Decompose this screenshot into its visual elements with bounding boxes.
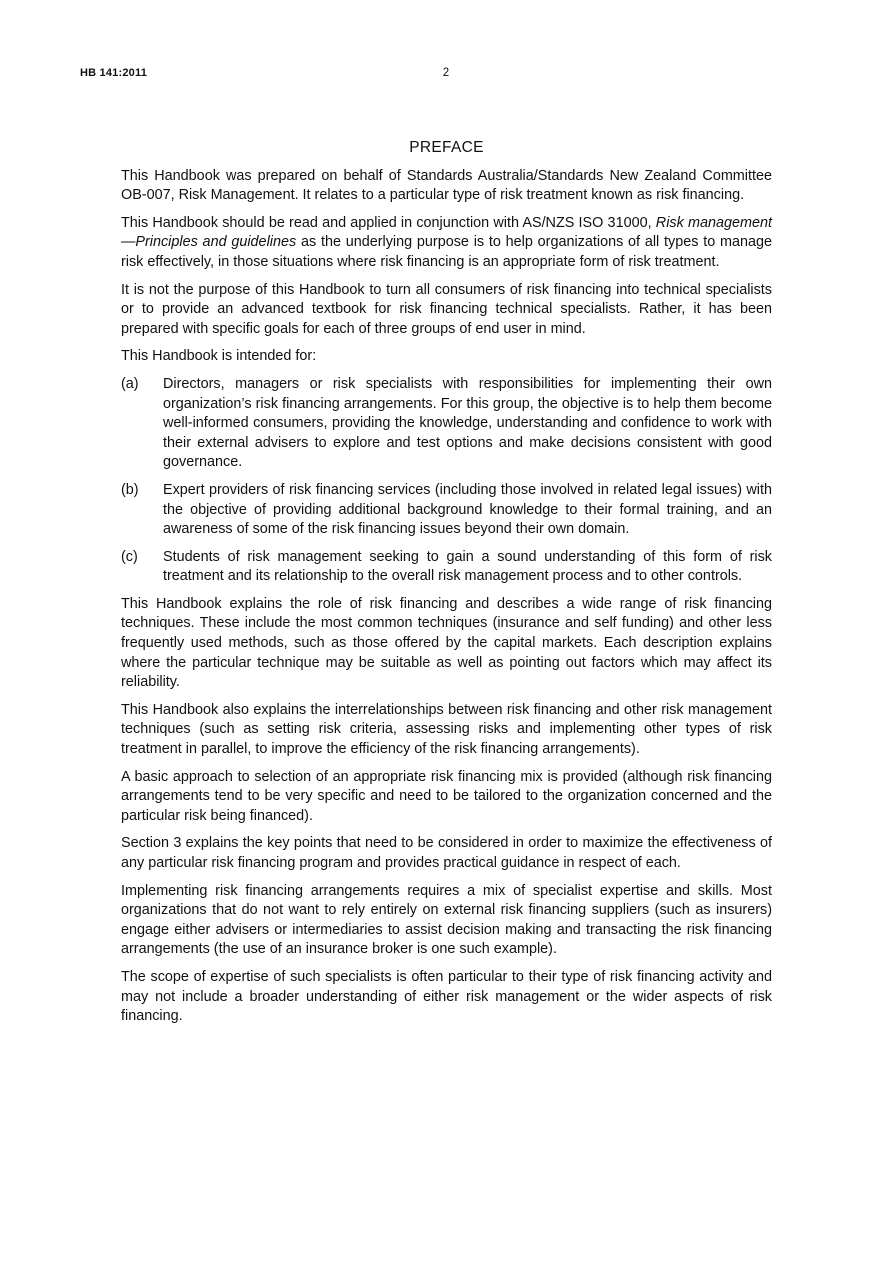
preface-section [121, 138, 772, 1035]
paragraph-4: This Handbook is intended for: [121, 348, 317, 365]
paragraph-3: It is not the purpose of this Handbook to turn all consumers of risk financing into technical specialists or to provide an advanced textbook for risk financing technical specialists. Rather, it has been prepared with specific goals for each of three groups of end user in mind. [121, 281, 772, 337]
list-marker: (b) [121, 481, 139, 498]
list-item [121, 481, 772, 540]
paragraph-1: This Handbook was prepared on behalf of Standards Australia/Standards New Zealand Committee OB-007, Risk Management. It relates to a particular type of risk treatment known as risk financing. [121, 167, 772, 204]
paragraph-6: This Handbook also explains the interrelationships between risk financing and other risk management techniques (such as setting risk criteria, assessing risks and implementing other types of risk treatment in parallel, to improve the efficiency of the risk financing arrangements). [121, 701, 772, 758]
standard-title: Risk management—Principles and guidelines [121, 214, 772, 251]
paragraph-5: This Handbook explains the role of risk financing and describes a wide range of risk financing techniques. These include the most common techniques (insurance and self funding) and other less frequently used methods, such as those offered by the capital markets. Each description explains where the particular technique may be suitable as well as pointing out factors which may affect its reliability. [121, 595, 772, 691]
paragraph-7: A basic approach to selection of an appropriate risk financing mix is provided (although risk financing arrangements tend to be very specific and need to be tailored to the organization concerned and the particular risk being financed). [121, 768, 772, 824]
document-id: HB 141:2011 [80, 67, 148, 79]
list-marker: (c) [121, 548, 138, 565]
list-item [121, 548, 772, 587]
paragraph-9: Implementing risk financing arrangements requires a mix of specialist expertise and skills. Most organizations that do not want to rely entirely on external risk financing suppliers (such as insurers) engage either advisers or intermediaries to assist decision making and transacting the risk financing arrangements (the use of an insurance broker is one such example). [121, 882, 772, 958]
page-number: 2 [442, 67, 450, 79]
page-title: PREFACE [409, 139, 484, 156]
paragraph-10: The scope of expertise of such specialists is often particular to their type of risk financing activity and may not include a broader understanding of either risk management or the wider aspects of risk financing. [121, 968, 772, 1025]
list-item-text: Expert providers of risk financing services (including those involved in related legal issues) with the objective of providing additional background knowledge to their formal training, and an awareness of some of the risk financing issues beyond their own domain. [163, 481, 772, 538]
list-item [121, 375, 772, 473]
list-marker: (a) [121, 375, 139, 392]
audience-list [121, 375, 772, 587]
paragraph-8: Section 3 explains the key points that need to be considered in order to maximize the effectiveness of any particular risk financing program and provides practical guidance in respect of each. [121, 835, 772, 871]
list-item-text: Students of risk management seeking to gain a sound understanding of this form of risk treatment and its relationship to the overall risk management process and to other controls. [163, 548, 772, 585]
list-item-text: Directors, managers or risk specialists with responsibilities for implementing their own organization’s risk financing arrangements. For this group, the objective is to help them become well-informed consumers, providing the knowledge, understanding and confidence to work with their external advisers to explore and test options and make decisions consistent with good governance. [163, 375, 772, 471]
paragraph-2-tail: as the underlying purpose is to help organizations of all types to manage risk effectively, in those situations where risk financing is an appropriate form of risk treatment. [121, 234, 772, 270]
paragraph-2 [121, 214, 772, 273]
paragraph-2-lead: This Handbook should be read and applied in conjunction with AS/NZS ISO 31000, [121, 214, 656, 231]
